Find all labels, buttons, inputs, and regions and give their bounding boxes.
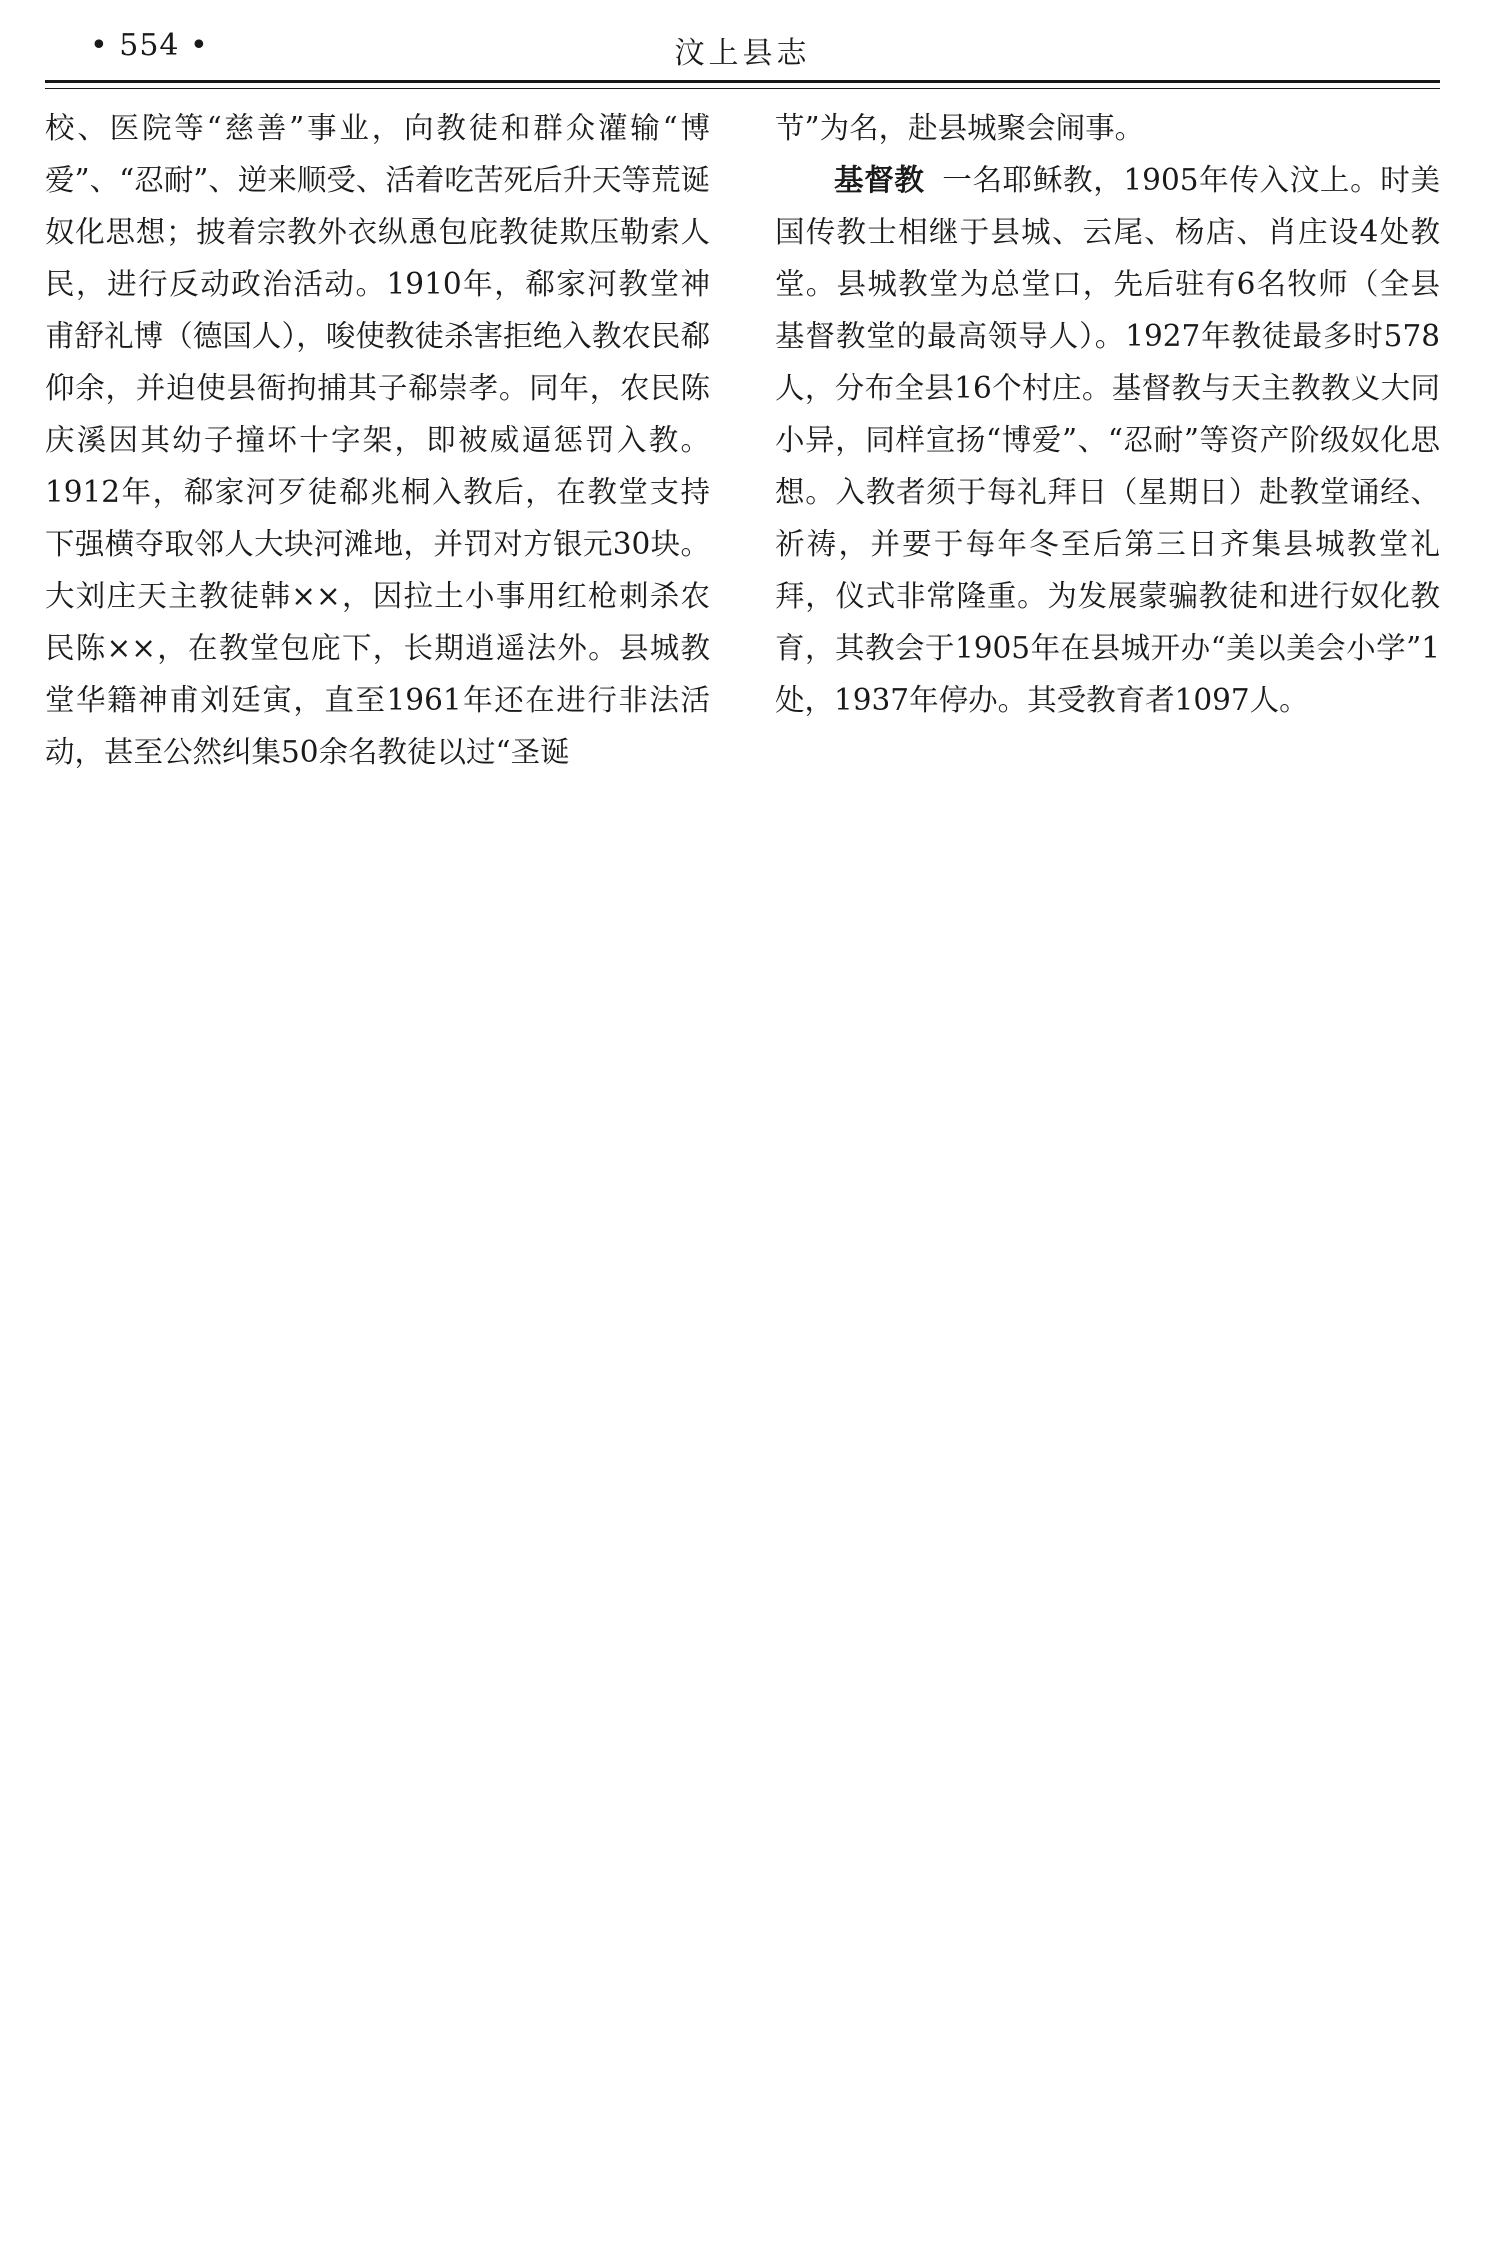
right-column xyxy=(775,102,1440,726)
running-title: 汶上县志 xyxy=(674,36,811,71)
header-rule-thin xyxy=(45,88,1440,89)
left-column xyxy=(45,102,710,778)
page-header xyxy=(45,22,1440,82)
header-rule-thick xyxy=(45,80,1440,83)
page-number: • 554 • xyxy=(90,28,209,63)
left-column-paragraph: 校、医院等“慈善”事业，向教徒和群众灌输“博爱”、“忍耐”、逆来顺受、活着吃苦死后升天等荒诞奴化思想；披着宗教外衣纵恿包庇教徒欺压勒索人民，进行反动政治活动。1910年，郗家河教堂神甫舒礼博（德国人），唆使教徒杀害拒绝入教农民郗仰余，并迫使县衙拘捕其子郗崇孝。同年，农民陈庆溪因其幼子撞坏十字架，即被威逼惩罚入教。1912年，郗家河歹徒郗兆桐入教后，在教堂支持下强横夺取邻人大块河滩地，并罚对方银元30块。大刘庄天主教徒韩××，因拉土小事用红枪刺杀农民陈××，在教堂包庇下，长期逍遥法外。县城教堂华籍神甫刘廷寅，直至1961年还在进行非法活动，甚至公然纠集50余名教徒以过“圣诞 xyxy=(45,111,710,769)
continuation-paragraph: 节”为名，赴县城聚会闹事。 xyxy=(775,111,1145,145)
christianity-section xyxy=(775,154,1440,726)
section-body: 一名耶稣教，1905年传入汶上。时美国传教士相继于县城、云尾、杨店、肖庄设4处教堂。县城教堂为总堂口，先后驻有6名牧师（全县基督教堂的最高领导人）。1927年教徒最多时578人，分布全县16个村庄。基督教与天主教教义大同小异，同样宣扬“博爱”、“忍耐”等资产阶级奴化思想。入教者须于每礼拜日（星期日）赴教堂诵经、祈祷，并要于每年冬至后第三日齐集县城教堂礼拜，仪式非常隆重。为发展蒙骗教徒和进行奴化教育，其教会于1905年在县城开办“美以美会小学”1处，1937年停办。其受教育者1097人。 xyxy=(775,163,1440,717)
section-term: 基督教 xyxy=(834,163,925,197)
